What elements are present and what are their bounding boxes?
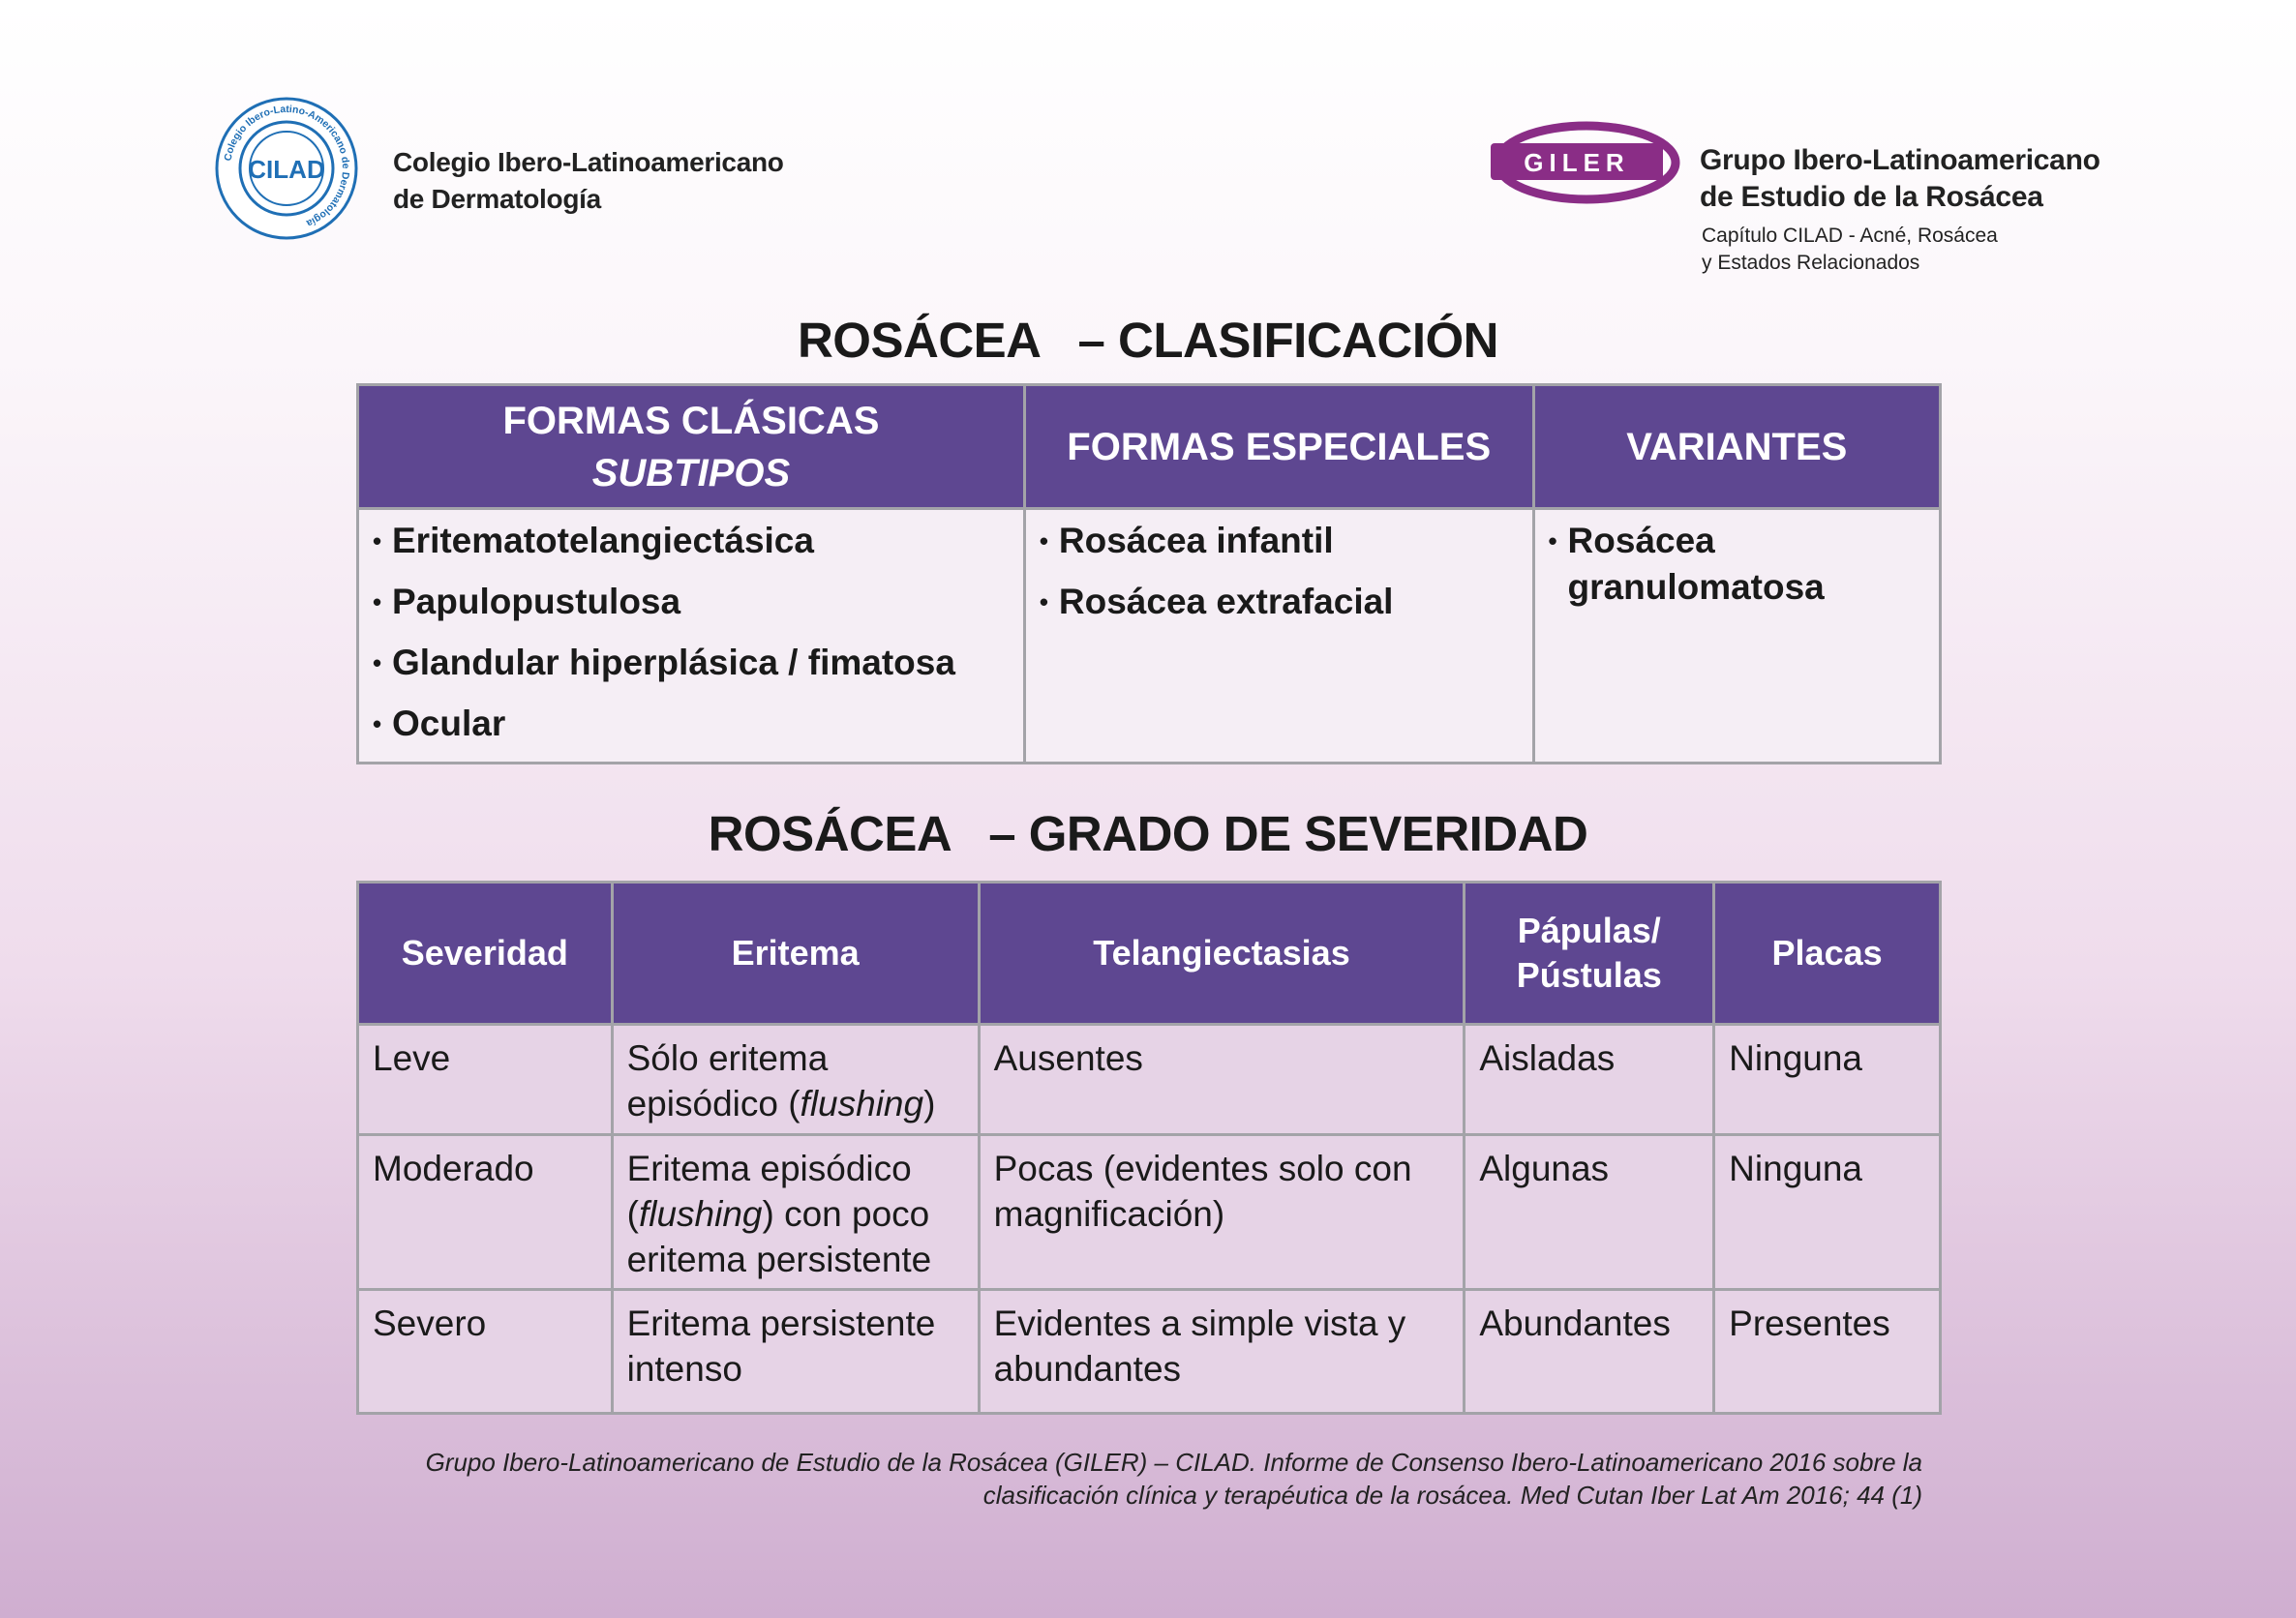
cell-formas-clasicas	[358, 509, 1025, 764]
classification-title-part1: ROSÁCEA	[797, 313, 1042, 368]
list-item: • Ocular	[373, 701, 1010, 747]
list-item: • Eritematotelangiectásica	[373, 518, 1010, 564]
eritema-text: Sólo eritema episódico (	[626, 1038, 829, 1124]
list-item: • Rosácea infantil	[1040, 518, 1519, 564]
cell-papulas: Aisladas	[1465, 1025, 1714, 1135]
cell-severidad: Leve	[358, 1025, 613, 1135]
list-formas-clasicas	[373, 518, 1010, 747]
classification-title-part2: – CLASIFICACIÓN	[1077, 313, 1499, 368]
cell-variantes	[1533, 509, 1940, 764]
giler-sub-line1: Capítulo CILAD - Acné, Rosácea	[1702, 225, 1998, 247]
cell-placas: Ninguna	[1714, 1025, 1941, 1135]
cell-eritema	[612, 1290, 979, 1414]
header-formas-especiales: FORMAS ESPECIALES	[1024, 385, 1533, 509]
header-severidad: Severidad	[358, 883, 613, 1025]
list-item: • Rosácea extrafacial	[1040, 579, 1519, 625]
giler-name-line1: Grupo Ibero-Latinoamericano	[1700, 144, 2100, 176]
header-eritema: Eritema	[612, 883, 979, 1025]
classification-table	[356, 383, 1942, 764]
severity-title	[0, 805, 2296, 862]
cilad-logo-text: CILAD	[248, 155, 325, 184]
eritema-text-end: ) con poco eritema persistente	[626, 1194, 932, 1279]
cilad-logo	[215, 97, 358, 240]
header-variantes: VARIANTES	[1533, 385, 1940, 509]
table-row	[358, 1135, 1941, 1290]
severity-title-part1: ROSÁCEA	[708, 806, 952, 861]
citation-line2: clasificación clínica y terapéutica de la rosácea. Med Cutan Iber Lat Am 2016; 44 (1)	[982, 1481, 1922, 1510]
cilad-name-line1: Colegio Ibero-Latinoamericano	[393, 147, 784, 177]
header-formas-clasicas	[358, 385, 1025, 509]
list-item: • Papulopustulosa	[373, 579, 1010, 625]
table-row	[358, 1290, 1941, 1414]
header-formas-clasicas-label: FORMAS CLÁSICAS	[502, 399, 880, 442]
list-variantes	[1549, 518, 1925, 611]
classification-header-row	[358, 385, 1941, 509]
cell-formas-especiales	[1024, 509, 1533, 764]
cell-telangiectasias: Evidentes a simple vista y abundantes	[979, 1290, 1465, 1414]
cell-papulas: Abundantes	[1465, 1290, 1714, 1414]
cell-telangiectasias: Pocas (evidentes solo con magnificación)	[979, 1135, 1465, 1290]
cilad-logo-ring-text: Colegio Ibero-Latino-Americano de Dermatología	[222, 103, 352, 229]
severity-header-row	[358, 883, 1941, 1025]
header-subtipos-label: SUBTIPOS	[591, 451, 791, 494]
eritema-text: Eritema episódico (	[626, 1149, 912, 1234]
severity-title-part2: – GRADO DE SEVERIDAD	[988, 806, 1588, 861]
cell-placas: Presentes	[1714, 1290, 1941, 1414]
giler-organization-name	[1700, 142, 2100, 216]
list-formas-especiales	[1040, 518, 1519, 625]
cell-eritema	[612, 1135, 979, 1290]
eritema-italic: flushing	[800, 1084, 924, 1124]
header-papulas-pustulas: Pápulas/ Pústulas	[1465, 883, 1714, 1025]
cell-severidad: Severo	[358, 1290, 613, 1414]
cilad-name-line2: de Dermatología	[393, 184, 601, 214]
cell-placas: Ninguna	[1714, 1135, 1941, 1290]
giler-sub-line2: y Estados Relacionados	[1702, 252, 1920, 274]
eritema-italic: flushing	[638, 1194, 763, 1234]
eritema-text-end: )	[923, 1084, 936, 1124]
citation	[319, 1446, 1922, 1512]
list-item: • Rosácea granulomatosa	[1549, 518, 1925, 611]
cilad-organization-name	[393, 144, 784, 218]
classification-body-row	[358, 509, 1941, 764]
cell-eritema	[612, 1025, 979, 1135]
cell-papulas: Algunas	[1465, 1135, 1714, 1290]
list-item: • Glandular hiperplásica / fimatosa	[373, 640, 1010, 686]
header-placas: Placas	[1714, 883, 1941, 1025]
giler-chapter-subtitle	[1702, 223, 1998, 277]
header-telangiectasias: Telangiectasias	[979, 883, 1465, 1025]
table-row	[358, 1025, 1941, 1135]
eritema-text: Eritema persistente intenso	[626, 1303, 936, 1389]
classification-title	[0, 312, 2296, 369]
citation-line1: Grupo Ibero-Latinoamericano de Estudio de la Rosácea (GILER) – CILAD. Informe de Consenso Ibero-Latinoamericano 2016 sobre la	[425, 1448, 1922, 1477]
cell-severidad: Moderado	[358, 1135, 613, 1290]
cell-telangiectasias: Ausentes	[979, 1025, 1465, 1135]
severity-table	[356, 881, 1942, 1415]
giler-name-line2: de Estudio de la Rosácea	[1700, 181, 2043, 213]
giler-logo-text: GILER	[1524, 148, 1630, 177]
giler-logo	[1491, 118, 1682, 207]
